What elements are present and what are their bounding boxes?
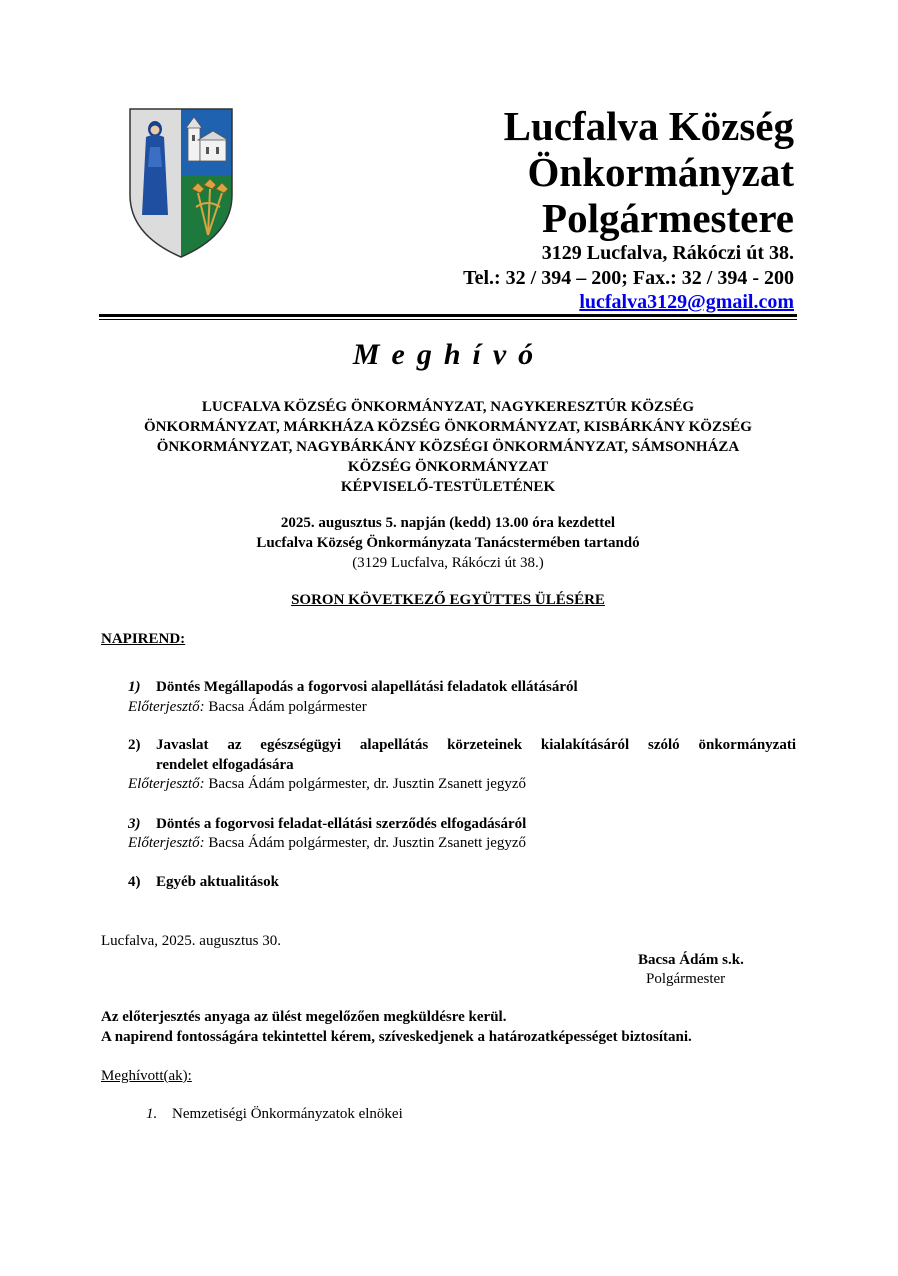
invited-item-label: Nemzetiségi Önkormányzatok elnökei — [172, 1106, 403, 1122]
meeting-address: (3129 Lucfalva, Rákóczi út 38.) — [352, 555, 544, 571]
signer-name: Bacsa Ádám s.k. — [638, 952, 744, 968]
meeting-place: Lucfalva Község Önkormányzata Tanácstermében tartandó — [256, 535, 640, 551]
agenda-item-presenter — [128, 774, 526, 794]
document-title: Meghívó — [352, 338, 546, 371]
signer-title: Polgármester — [646, 971, 726, 987]
org-name-line1: Lucfalva Község — [503, 103, 794, 149]
note-line-2: A napirend fontosságára tekintettel kérem, szíveskedjenek a határozatképességet biztosítani. — [101, 1029, 692, 1045]
addressees-line: LUCFALVA KÖZSÉG ÖNKORMÁNYZAT, NAGYKERESZTÚR KÖZSÉG — [201, 399, 695, 415]
agenda-item-number: 1) — [128, 679, 141, 695]
agenda-item-title: Döntés Megállapodás a fogorvosi alapellátási feladatok ellátásáról — [156, 679, 578, 695]
presenter-label: Előterjesztő: — [128, 776, 205, 792]
header-divider-thin — [99, 319, 797, 320]
invited-item-number: 1. — [146, 1106, 158, 1122]
org-name-line3: Polgármestere — [542, 195, 794, 241]
meeting-date: 2025. augusztus 5. napján (kedd) 13.00 óra kezdettel — [280, 515, 616, 531]
agenda-item-presenter — [128, 833, 526, 853]
addressees-line: ÖNKORMÁNYZAT, NAGYBÁRKÁNY KÖZSÉGI ÖNKORMÁNYZAT, SÁMSONHÁZA — [156, 439, 740, 455]
presenter-label: Előterjesztő: — [128, 699, 205, 715]
presenter-name: Bacsa Ádám polgármester, dr. Jusztin Zsanett jegyző — [204, 835, 527, 851]
addressees-line: KÖZSÉG ÖNKORMÁNYZAT — [347, 459, 549, 475]
header-divider-thick — [99, 314, 797, 317]
addressees-line: KÉPVISELŐ-TESTÜLETÉNEK — [340, 479, 556, 495]
presenter-name: Bacsa Ádám polgármester — [204, 699, 367, 715]
agenda-item-title: Döntés a fogorvosi feladat-ellátási szerződés elfogadásáról — [156, 816, 527, 832]
org-phone-fax: Tel.: 32 / 394 – 200; Fax.: 32 / 394 - 200 — [463, 267, 794, 289]
invited-heading: Meghívott(ak): — [101, 1068, 192, 1084]
addressees-block — [99, 397, 797, 497]
agenda-heading: NAPIREND: — [101, 631, 186, 647]
place-date: Lucfalva, 2025. augusztus 30. — [101, 933, 281, 949]
meeting-details — [99, 513, 797, 573]
session-title: SORON KÖVETKEZŐ EGYÜTTES ÜLÉSÉRE — [291, 592, 605, 608]
org-name-line2: Önkormányzat — [527, 149, 794, 195]
agenda-item-number: 3) — [128, 816, 141, 832]
agenda-item-number: 4) — [128, 874, 141, 890]
agenda-item-title-cont: rendelet elfogadására — [156, 757, 294, 773]
agenda-item-title: Javaslat az egészségügyi alapellátás körzeteinek kialakításáról szóló önkormányzati — [156, 737, 796, 753]
agenda-item-title: Egyéb aktualitások — [156, 874, 279, 890]
org-address: 3129 Lucfalva, Rákóczi út 38. — [541, 242, 794, 264]
addressees-line: ÖNKORMÁNYZAT, MÁRKHÁZA KÖZSÉG ÖNKORMÁNYZAT, KISBÁRKÁNY KÖZSÉG — [144, 419, 752, 435]
note-line-1: Az előterjesztés anyaga az ülést megelőzően megküldésre kerül. — [101, 1009, 507, 1025]
session-title-wrap — [99, 590, 797, 610]
org-email-link[interactable]: lucfalva3129@gmail.com — [579, 291, 794, 313]
coat-of-arms-crest — [126, 107, 236, 259]
presenter-name: Bacsa Ádám polgármester, dr. Jusztin Zsanett jegyző — [204, 776, 527, 792]
presenter-label: Előterjesztő: — [128, 835, 205, 851]
agenda-item-presenter — [128, 697, 367, 717]
agenda-item-number: 2) — [128, 737, 141, 753]
